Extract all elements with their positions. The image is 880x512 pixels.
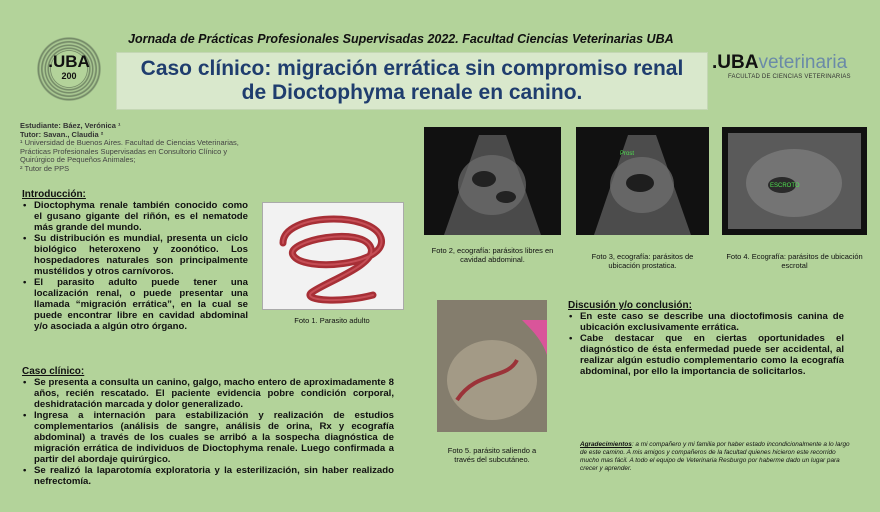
event-header: Jornada de Prácticas Profesionales Supervisadas 2022. Facultad Ciencias Veterinarias UBA: [128, 32, 674, 46]
photo-4-ultrasound: [722, 127, 867, 235]
title-line-1: Caso clínico: migración errática sin compromiso renal: [140, 57, 684, 80]
caso-item: • Ingresa a internación para estabilización y realización de estudios complementarios (análisis de sangre, análisis de orina, Rx y ecografía abdominal) a través de los cuales se arribó a la sospecha diagnóstica de migración errática de individuos de Dioctophyma renale. Luego confirmada a partir del abordaje quirúrgico.: [34, 410, 394, 465]
photo-5-subcutaneous: [437, 300, 547, 432]
discussion-item: • Cabe destacar que en ciertas oportunidades el diagnóstico de ésta enfermedad puede ser accidental, al realizar algún estudio complementario como la ecografía abdominal, por ello la importancia de solicitarlos.: [580, 333, 844, 377]
caption-foto-3: Foto 3, ecografía: parásitos de ubicación prostatica.: [591, 252, 694, 270]
discussion-section: [568, 300, 844, 377]
discussion-heading: Discusión y/o conclusión:: [568, 300, 692, 311]
intro-item: • Dioctophyma renale también conocido como el gusano gigante del riñón, es el nematode más grande del mundo.: [34, 200, 248, 233]
affiliation-1: ¹ Universidad de Buenos Aires. Facultad de Ciencias Veterinarias, Prácticas Profesionales Supervisadas en Consultorio Clínico y Quirúrgico de Pequeños Animales;: [20, 138, 239, 164]
acknowledgements: [580, 441, 855, 473]
uba-logo-text: .UBA: [48, 52, 90, 71]
affiliation-2: ² Tutor de PPS: [20, 163, 70, 173]
caso-item: • Se realizó la laparotomía exploratoria y la esterilización, sin haber realizado nefrectomía.: [34, 465, 394, 487]
uba-logo-200: 200: [61, 71, 77, 81]
title-line-2: de Dioctophyma renale en canino.: [241, 81, 583, 104]
us-label-escroto: ESCROTO: [770, 183, 800, 189]
intro-heading: Introducción:: [22, 189, 86, 200]
ultrasound-image-4: [722, 127, 867, 235]
caso-heading: Caso clínico:: [22, 366, 85, 377]
student-label: Estudiante:: [20, 121, 61, 130]
intro-section: [22, 189, 248, 332]
photo-2-ultrasound: [424, 127, 561, 235]
photo-3-ultrasound: [576, 127, 709, 235]
vet-logo-light: veterinaria: [758, 52, 848, 73]
ack-text: : a mi compañero y mi familia por haber estado incondicionalmente a lo largo de este camino. A mis amigos y compañeros de la facultad quienes hicieron este recorrido mucho mas fácil. A todo el equipo de Veterinaria Resburgo por haberme dado un lugar para crecer y aprender.: [580, 441, 850, 472]
discussion-item: • En este caso se describe una dioctofimosis canina de ubicación exclusivamente errática.: [580, 311, 844, 333]
caso-item: • Se presenta a consulta un canino, galgo, macho entero de aproximadamente 8 años, recién rescatado. El paciente evidencia pobre condición corporal, deshidratación marcada y dolor generalizado.: [34, 377, 394, 410]
photo-1-adult-parasite: [262, 202, 404, 310]
student-name: Báez, Verónica ¹: [62, 121, 121, 130]
us-label-prost: Prost: [620, 151, 635, 157]
title-box: [116, 52, 708, 110]
caso-section: [22, 366, 394, 487]
vet-logo-bold: .UBA: [712, 52, 759, 73]
uba-veterinaria-logo: [712, 52, 847, 74]
tutor-name: Savan., Claudia ²: [43, 129, 104, 139]
ultrasound-image-2: [424, 127, 561, 235]
ultrasound-image-3: [576, 127, 709, 235]
tutor-label: Tutor:: [20, 129, 42, 139]
intro-item: • El parasito adulto puede tener una localización renal, o puede presentar una llamada “migración errática”, en la cual se puede encontrar libre en cavidad abdominal y/o asociada a algún otro órgano.: [34, 277, 248, 332]
author-block: [20, 122, 240, 173]
caption-foto-1: Foto 1. Parasito adulto: [294, 316, 370, 325]
intro-item: • Su distribución es mundial, presenta un ciclo biológico heteroxeno y zoonótico. Los hospedadores naturales son principalmente mustélidos y otros carnívoros.: [34, 233, 248, 277]
caption-foto-4: Foto 4. Ecografía: parásitos de ubicación escrotal: [726, 252, 863, 270]
subcutaneous-image: [437, 300, 547, 432]
caption-foto-2: Foto 2, ecografía: parásitos libres en cavidad abdominal.: [431, 246, 554, 264]
caption-foto-5: Foto 5. parásito saliendo a través del subcutáneo.: [447, 446, 537, 464]
worm-image: [263, 203, 403, 309]
vet-logo-subtitle: FACULTAD DE CIENCIAS VETERINARIAS: [728, 74, 851, 80]
ack-label: Agradecimientos: [580, 441, 632, 448]
